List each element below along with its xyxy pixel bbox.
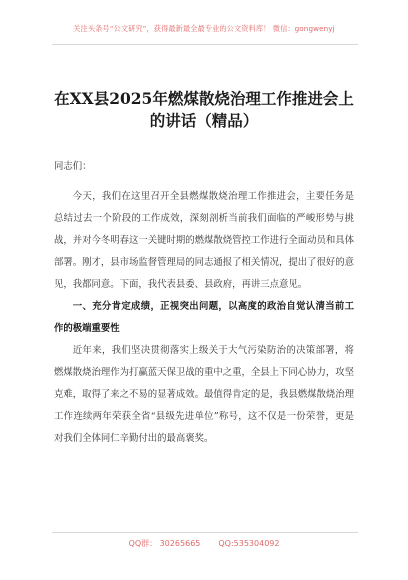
footer-divider [52,532,358,533]
document-title: 在XX县2025年燃煤散烧治理工作推进会上的讲话（精品） [54,89,354,130]
header-banner: 关注头条号“公文研究”，获得最新最全最专业的公文资料库！ 微信：gongwenyj [73,24,335,33]
paragraph-intro: 今天，我们在这里召开全县燃煤散烧治理工作推进会，主要任务是总结过去一个阶段的工作成效，深刻剖析当前我们面临的严峻形势与挑战，并对今冬明春这一关键时期的燃煤散烧管控工作进行全面动员和具体部署。刚才，县市场监督管理局的同志通报了相关情况，提出了很好的意见，我都同意。下面，我代表县委、县政府，再讲三点意见。 [54,191,355,290]
footer-contact [0,538,408,549]
header-divider [52,44,358,45]
salutation: 同志们： [54,161,92,172]
qq-group-number: QQ群： 30265665 [128,539,201,548]
qq-number: QQ:535304092 [218,539,280,548]
section-heading: 一、充分肯定成绩，正视突出问题，以高度的政治自觉认清当前工作的极端重要性 [54,301,354,334]
document-body [54,156,354,450]
paragraph-achievements: 近年来，我们坚决贯彻落实上级关于大气污染防治的决策部署，将燃煤散烧治理作为打赢蓝天保卫战的重中之重，全县上下同心协力，攻坚克难，取得了来之不易的显著成效。最值得肯定的是，我县燃煤散烧治理工作连续两年荣获全省“县级先进单位”称号，这不仅是一份荣誉，更是对我们全体同仁辛勤付出的最高褒奖。 [54,345,355,444]
